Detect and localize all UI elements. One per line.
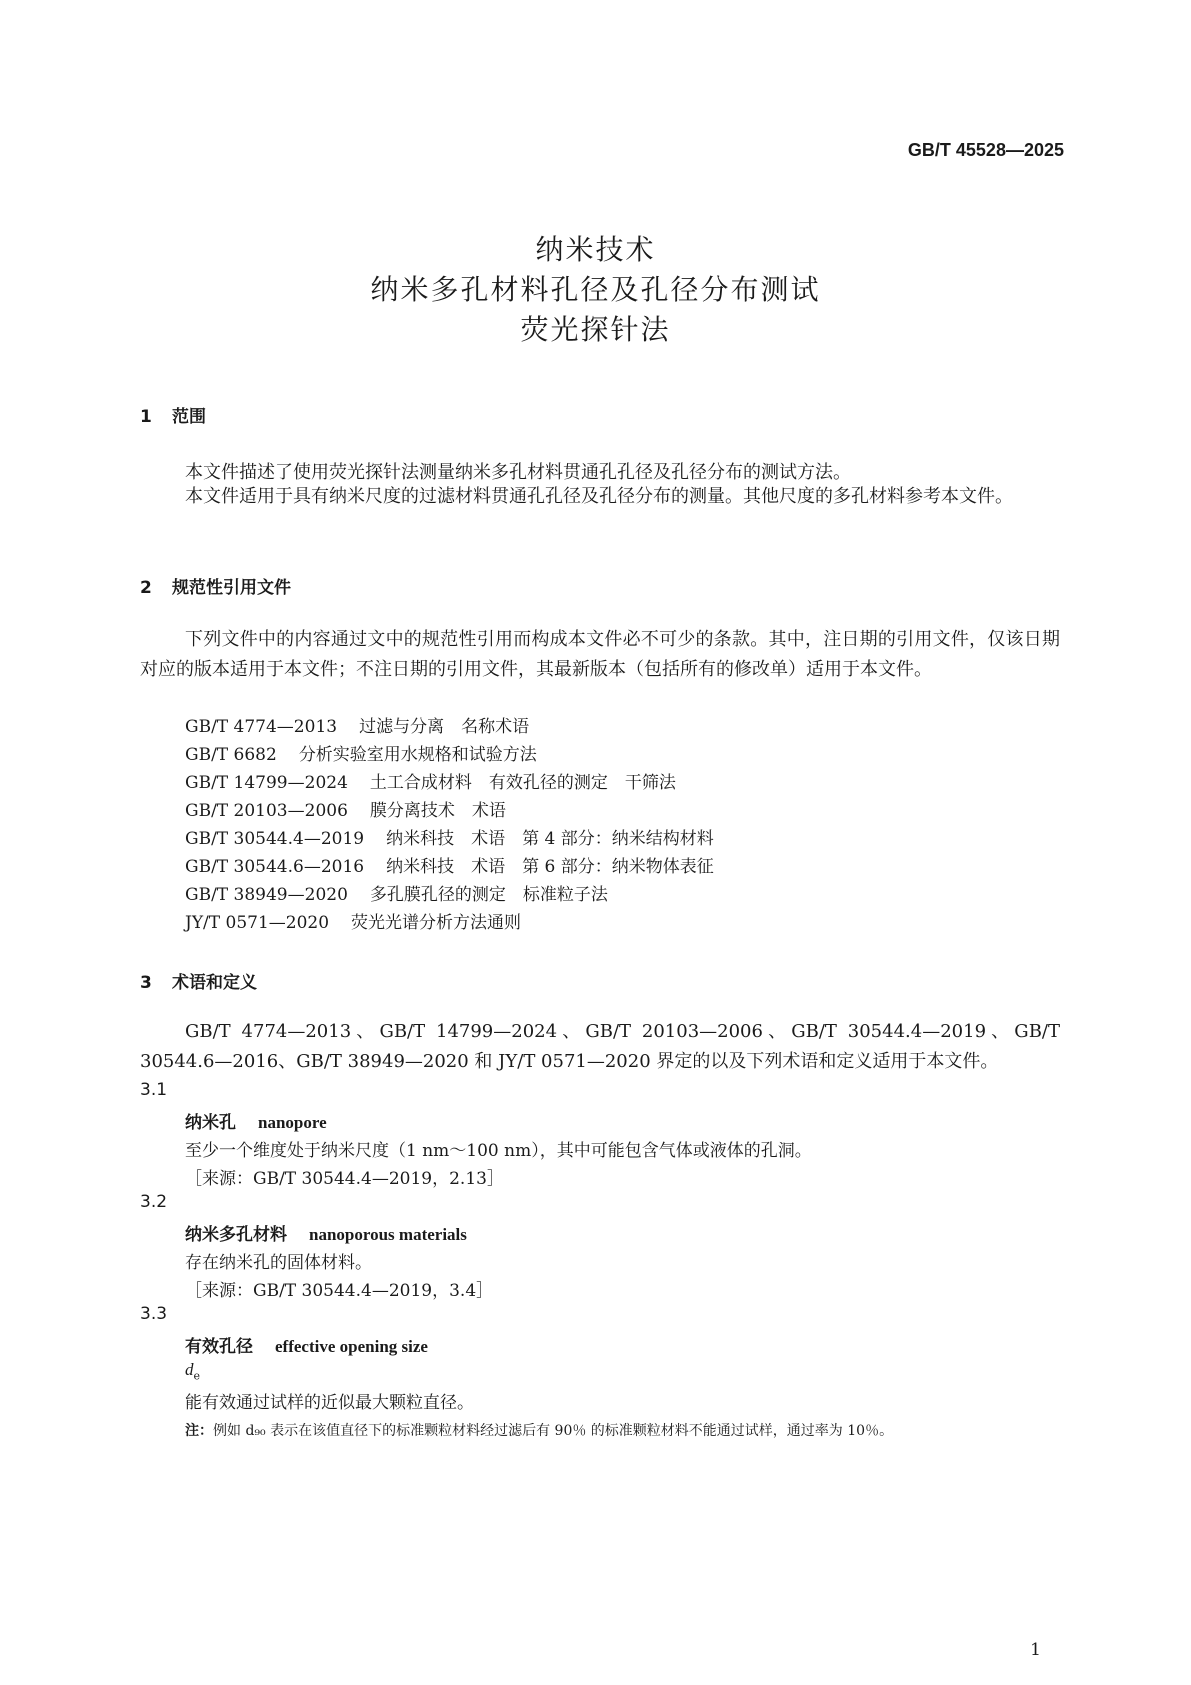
section-1-heading [140,402,206,427]
section-number: 1 [140,407,152,427]
reference-title: 纳米科技 术语 第 4 部分：纳米结构材料 [386,829,714,849]
reference-title: 土工合成材料 有效孔径的测定 干筛法 [369,773,676,793]
section-2-intro: 下列文件中的内容通过文中的规范性引用而构成本文件必不可少的条款。其中，注日期的引用文件，仅该日期对应的版本适用于本文件；不注日期的引用文件，其最新版本（包括所有的修改单）适用于本文件。 [140,629,1060,680]
term-note [185,1420,893,1440]
term-heading [185,1220,467,1245]
section-1-paragraph-1: 本文件描述了使用荧光探针法测量纳米多孔材料贯通孔孔径及孔径分布的测试方法。 [185,462,851,483]
reference-title: 分析实验室用水规格和试验方法 [298,745,537,765]
page-number: 1 [1030,1640,1041,1660]
reference-item [185,740,537,765]
reference-title: 荧光光谱分析方法通则 [351,913,522,933]
reference-item [185,768,676,793]
term-definition: 至少一个维度处于纳米尺度（1 nm～100 nm），其中可能包含气体或液体的孔洞。 [185,1141,812,1161]
reference-title: 多孔膜孔径的测定 标准粒子法 [369,885,608,905]
term-definition: 能有效通过试样的近似最大颗粒直径。 [185,1393,474,1413]
term-english: effective opening size [275,1337,428,1356]
reference-code: GB/T 14799—2024 [185,773,348,793]
note-label: 注： [185,1423,213,1439]
note-text: 例如 d₉₀ 表示在该值直径下的标准颗粒材料经过滤后有 90％ 的标准颗粒材料不能通过试样，通过率为 10％。 [213,1423,894,1439]
reference-item [185,824,714,849]
symbol-letter: d [185,1360,194,1379]
title-line-2: 纳米多孔材料孔径及孔径分布测试 [370,273,821,306]
reference-code: GB/T 6682 [185,745,277,765]
term-definition: 存在纳米孔的固体材料。 [185,1253,372,1273]
section-3-heading [140,968,257,993]
reference-item [185,880,608,905]
title-line-3: 荧光探针法 [520,313,671,346]
reference-title: 过滤与分离 名称术语 [359,717,530,737]
section-1-paragraph-2: 本文件适用于具有纳米尺度的过滤材料贯通孔孔径及孔径分布的测量。其他尺度的多孔材料参考本文件。 [185,486,1013,507]
term-english: nanoporous materials [309,1225,467,1244]
term-number: 3.1 [140,1080,168,1100]
document-number: GB/T 45528—2025 [907,140,1064,160]
title-line-1: 纳米技术 [535,233,656,266]
reference-item [185,908,521,933]
reference-code: GB/T 30544.6—2016 [185,857,365,877]
term-chinese: 纳米孔 [185,1113,236,1133]
section-number: 2 [140,578,152,598]
reference-item [185,852,714,877]
term-chinese: 纳米多孔材料 [185,1225,287,1245]
term-chinese: 有效孔径 [185,1337,253,1357]
reference-code: JY/T 0571—2020 [185,913,330,933]
term-source: ［来源：GB/T 30544.4—2019，3.4］ [185,1281,494,1301]
reference-code: GB/T 38949—2020 [185,885,348,905]
section-title: 术语和定义 [172,973,257,993]
term-english: nanopore [258,1113,327,1132]
reference-title: 膜分离技术 术语 [369,801,506,821]
section-number: 3 [140,973,152,993]
reference-item [185,712,529,737]
symbol-subscript: e [193,1369,201,1383]
term-source: ［来源：GB/T 30544.4—2019，2.13］ [185,1169,504,1189]
reference-code: GB/T 20103—2006 [185,801,348,821]
term-heading [185,1108,327,1133]
reference-title: 纳米科技 术语 第 6 部分：纳米物体表征 [386,857,714,877]
reference-code: GB/T 30544.4—2019 [185,829,365,849]
term-symbol [185,1360,200,1382]
section-3-intro: GB/T 4774—2013、GB/T 14799—2024、GB/T 20103—2006、GB/T 30544.4—2019、GB/T 30544.6—2016、GB/T 38949—2020 和 JY/T 0571—2020 界定的以及下列术语和定义适用于本文件。 [140,1021,1060,1072]
term-number: 3.2 [140,1192,168,1212]
section-title: 规范性引用文件 [172,578,291,598]
reference-code: GB/T 4774—2013 [185,717,338,737]
reference-item [185,796,506,821]
section-title: 范围 [172,407,206,427]
term-heading [185,1332,428,1357]
section-2-heading [140,573,291,598]
term-number: 3.3 [140,1304,168,1324]
